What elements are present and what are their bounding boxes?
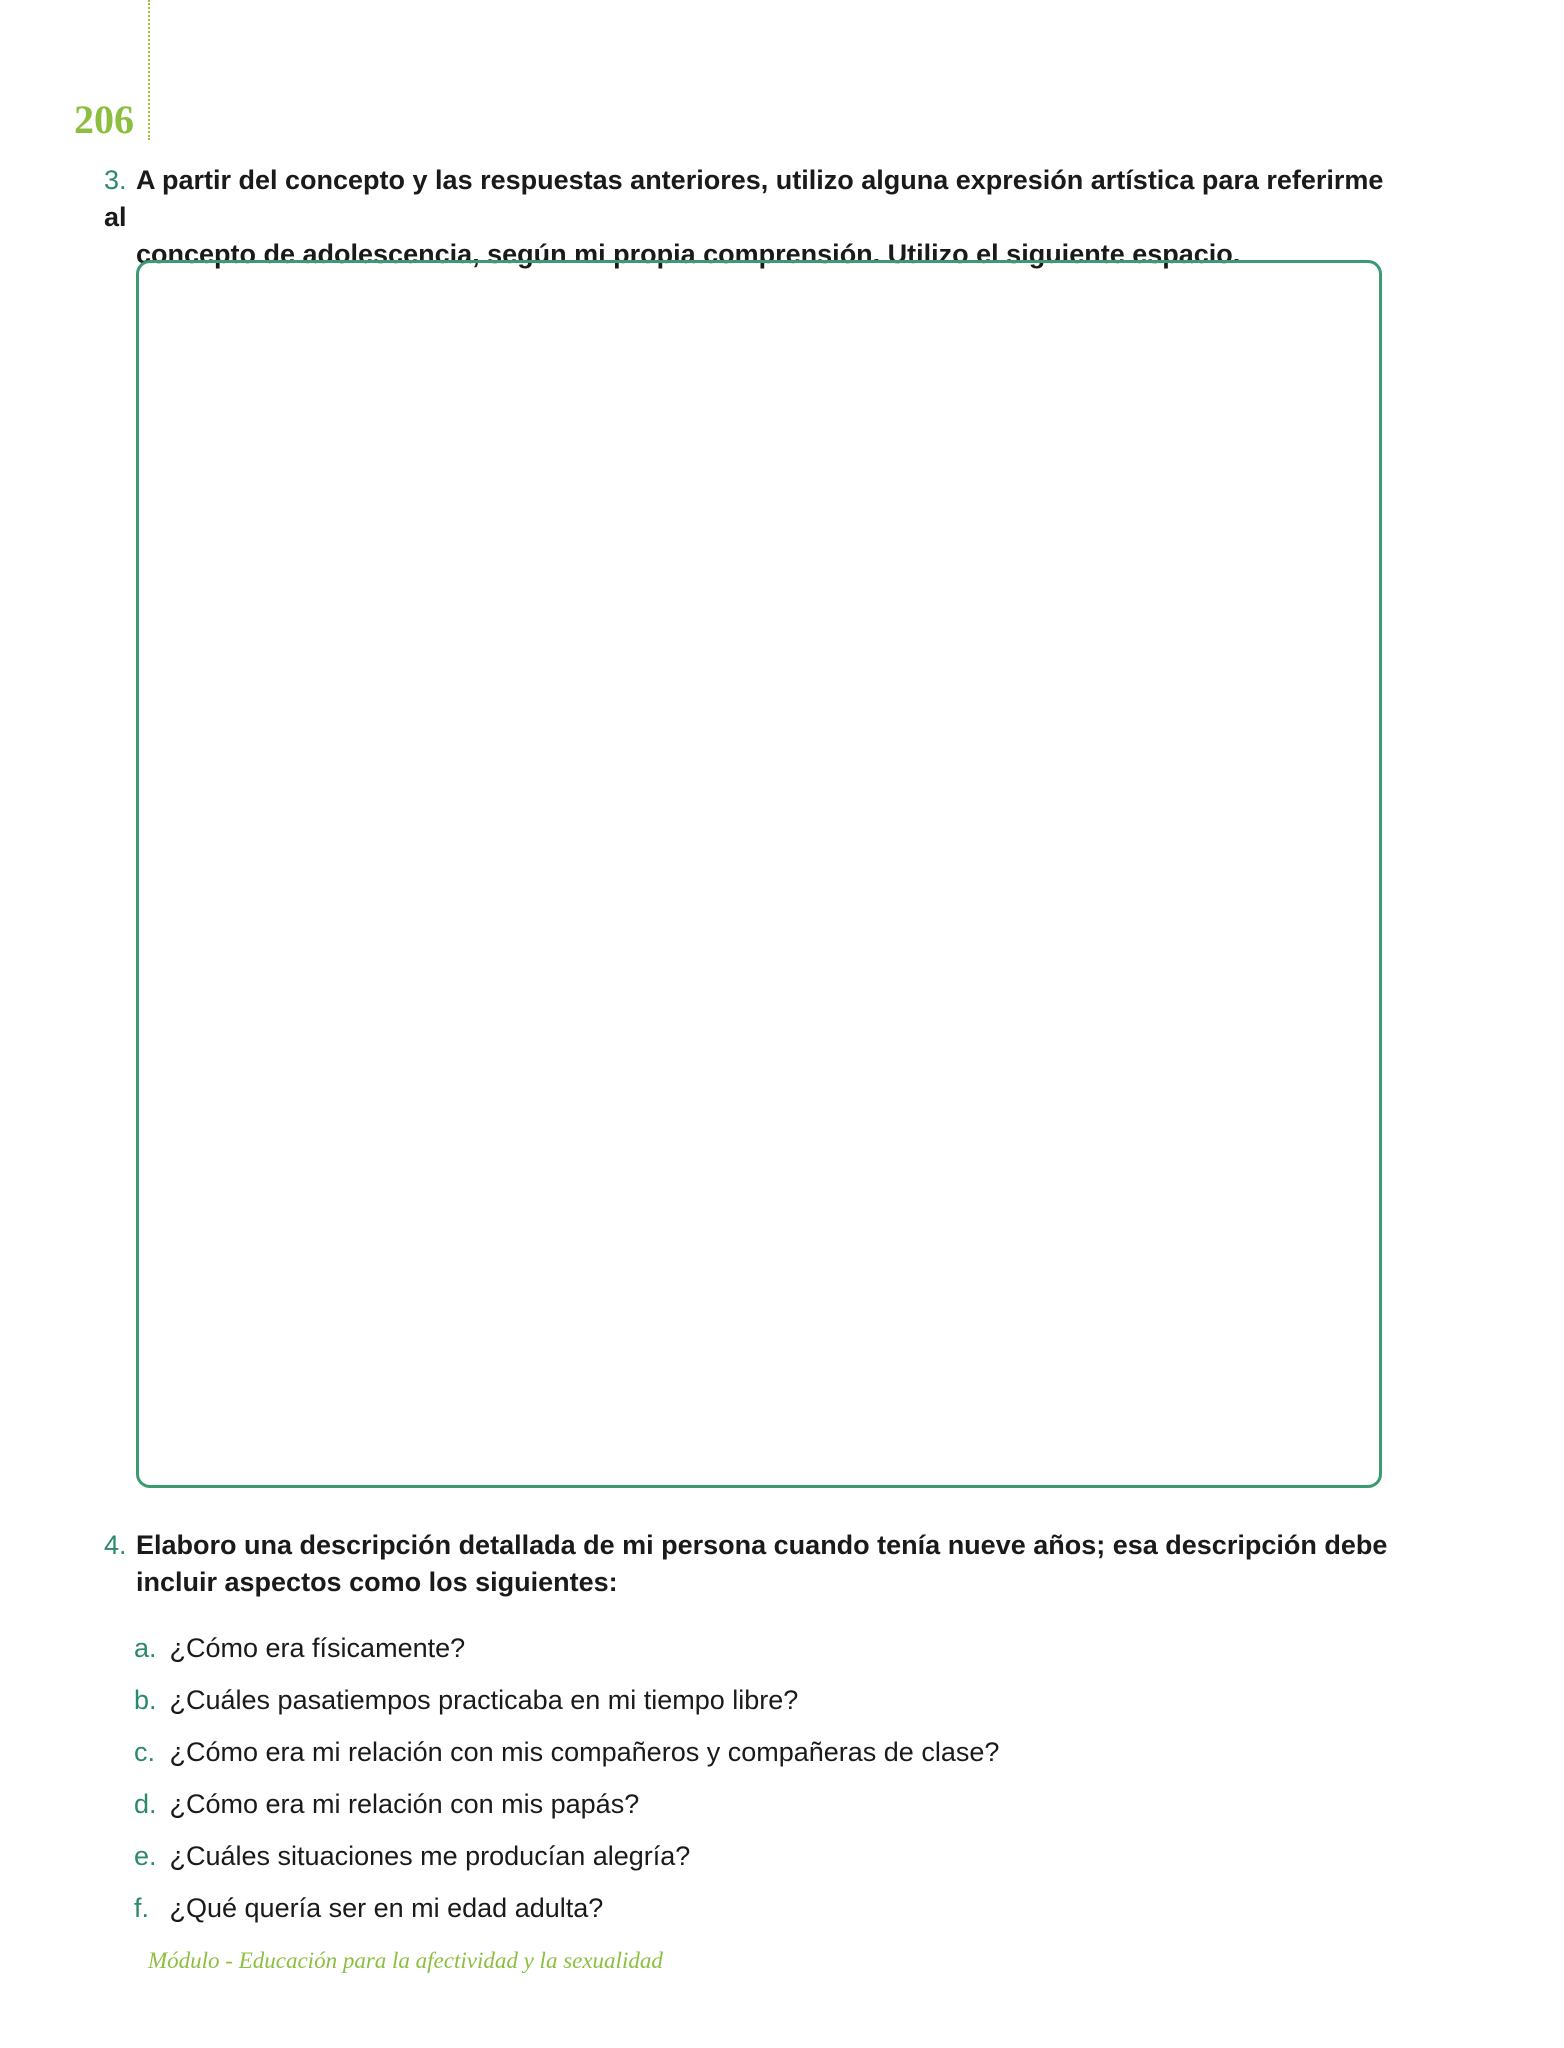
- list-item-text: ¿Cuáles pasatiempos practicaba en mi tiempo libre?: [169, 1685, 799, 1715]
- list-item-letter: d.: [134, 1789, 157, 1819]
- list-item-letter: e.: [134, 1841, 157, 1871]
- list-item-text: ¿Cómo era físicamente?: [169, 1633, 466, 1663]
- list-item: [134, 1622, 1334, 1674]
- list-item-text: ¿Cómo era mi relación con mis papás?: [169, 1789, 640, 1819]
- list-item-text: ¿Cuáles situaciones me producían alegría?: [169, 1841, 691, 1871]
- question-3: [104, 162, 1404, 273]
- list-item-letter: a.: [134, 1633, 157, 1663]
- list-item-text: ¿Qué quería ser en mi edad adulta?: [169, 1893, 604, 1923]
- question-4-line-2: incluir aspectos como los siguientes:: [136, 1567, 618, 1597]
- footer-module-title: Módulo - Educación para la afectividad y la sexualidad: [148, 1948, 663, 1973]
- list-item: [134, 1778, 1334, 1830]
- list-item-letter: b.: [134, 1685, 157, 1715]
- question-4: [104, 1527, 1404, 1601]
- question-4-line-1: Elaboro una descripción detallada de mi persona cuando tenía nueve años; esa descripción debe: [136, 1530, 1388, 1560]
- page-number: 206: [74, 97, 134, 142]
- question-3-number: 3.: [104, 165, 127, 195]
- list-item: [134, 1882, 1334, 1934]
- list-item-letter: c.: [134, 1737, 156, 1767]
- question-4-sub-list: [134, 1622, 1334, 1934]
- question-4-number: 4.: [104, 1530, 127, 1560]
- list-item: [134, 1674, 1334, 1726]
- artistic-expression-drawing-area[interactable]: [136, 260, 1382, 1488]
- list-item: [134, 1726, 1334, 1778]
- list-item-letter: f.: [134, 1893, 150, 1923]
- list-item: [134, 1830, 1334, 1882]
- margin-dotted-rule: [148, 0, 150, 140]
- question-3-line-2: concepto de adolescencia, según mi propia comprensión. Utilizo el siguiente espacio.: [136, 239, 1241, 269]
- question-3-line-1: A partir del concepto y las respuestas anteriores, utilizo alguna expresión artística para referirme al: [104, 165, 1384, 232]
- list-item-text: ¿Cómo era mi relación con mis compañeros y compañeras de clase?: [169, 1737, 1000, 1767]
